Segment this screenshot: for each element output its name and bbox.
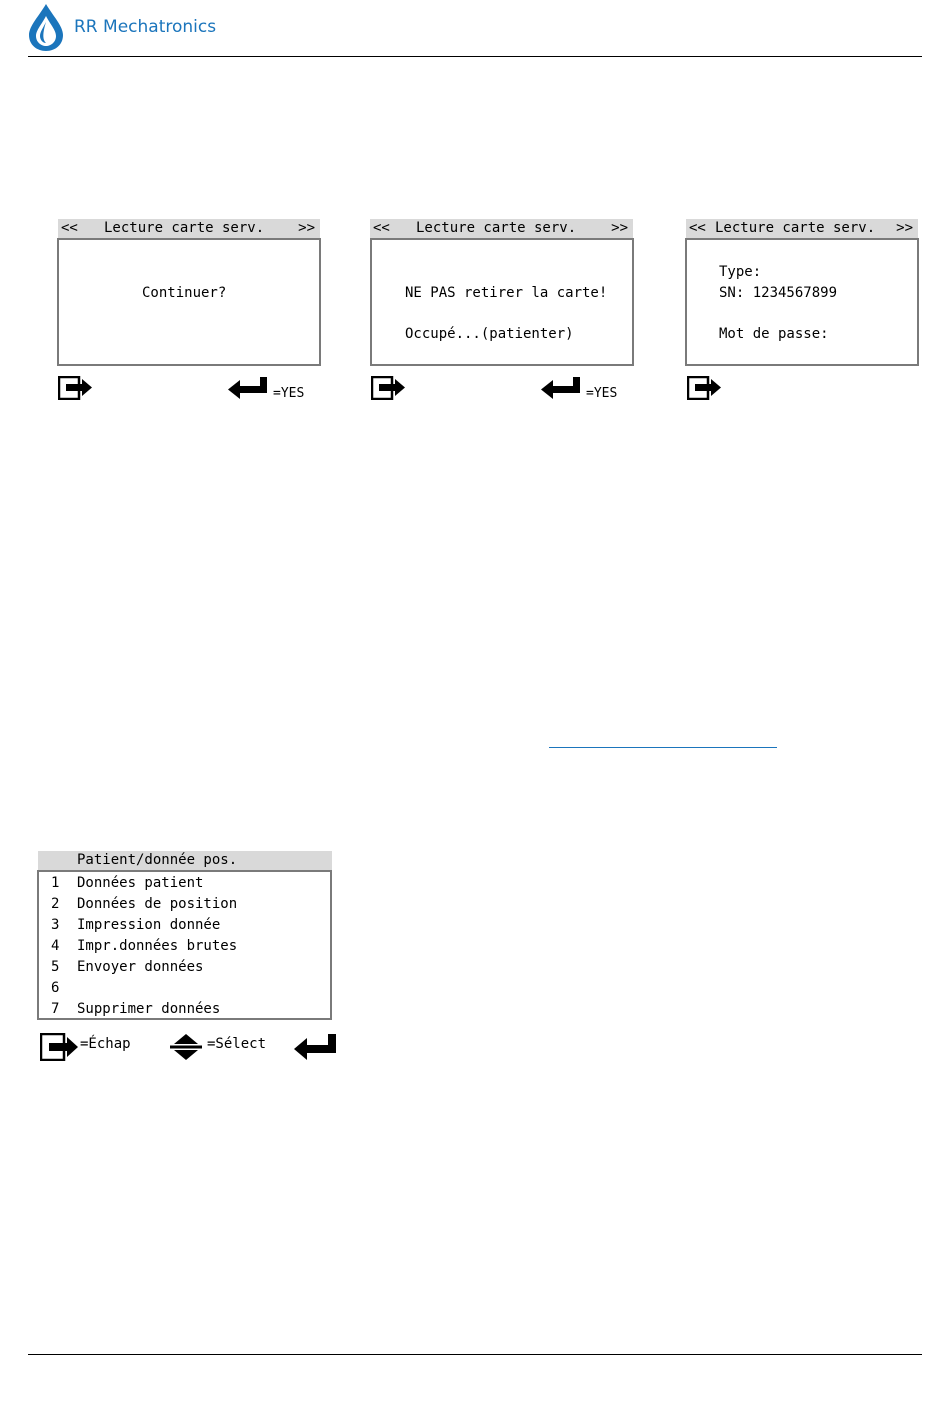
menu-body (37, 870, 332, 1020)
logo-drop-icon (26, 2, 66, 52)
menu-item-number: 2 (51, 896, 60, 912)
screen-body (685, 238, 919, 366)
serial-number: SN: 1234567899 (719, 285, 838, 301)
menu-item-label: Impression donnée (77, 917, 221, 933)
type-label: Type: (719, 264, 762, 280)
menu-item-delete-data[interactable] (51, 999, 220, 1020)
header-rule (28, 56, 922, 57)
menu-item-number: 5 (51, 959, 60, 975)
enter-key-icon[interactable] (292, 1033, 338, 1061)
menu-item-send-data[interactable] (51, 957, 203, 978)
menu-item-position-data[interactable] (51, 894, 237, 915)
menu-item-label: Supprimer données (77, 1001, 221, 1017)
warning-text: NE PAS retirer la carte! (405, 285, 608, 301)
menu-item-print-raw-data[interactable] (51, 936, 237, 957)
escape-key-icon[interactable] (687, 376, 723, 400)
menu-item-print-data[interactable] (51, 915, 220, 936)
screen-body (57, 238, 321, 366)
menu-title: Patient/donnée pos. (77, 852, 238, 868)
screen-title: Lecture carte serv. (104, 220, 265, 236)
enter-key-icon[interactable] (539, 376, 583, 400)
escape-key-icon[interactable] (371, 376, 407, 400)
select-label: =Sélect (207, 1036, 267, 1052)
nav-left-arrow[interactable]: << (61, 220, 78, 236)
menu-item-number: 6 (51, 980, 60, 996)
prompt-text: Continuer? (142, 285, 227, 301)
enter-yes-label: =YES (586, 386, 618, 401)
screen-title-bar (686, 219, 918, 238)
screen-title-bar (370, 219, 633, 238)
menu-item-label: Envoyer données (77, 959, 204, 975)
nav-right-arrow[interactable]: >> (896, 220, 913, 236)
up-down-arrows-icon[interactable] (166, 1033, 206, 1061)
hyperlink-underline[interactable] (549, 747, 777, 748)
menu-title-bar (38, 851, 332, 870)
escape-key-icon[interactable] (40, 1033, 80, 1061)
password-label: Mot de passe: (719, 326, 829, 342)
screen-title: Lecture carte serv. (715, 220, 876, 236)
enter-key-icon[interactable] (226, 376, 270, 400)
nav-right-arrow[interactable]: >> (611, 220, 628, 236)
menu-item-number: 4 (51, 938, 60, 954)
escape-key-icon[interactable] (58, 376, 94, 400)
menu-item-number: 7 (51, 1001, 60, 1017)
escape-label: =Échap (80, 1036, 131, 1052)
busy-text: Occupé...(patienter) (405, 326, 574, 342)
menu-item-patient-data[interactable] (51, 873, 203, 894)
screen-body (370, 238, 634, 366)
footer-rule (28, 1354, 922, 1355)
menu-item-label: Impr.données brutes (77, 938, 238, 954)
screen-title-bar (58, 219, 320, 238)
screen-title: Lecture carte serv. (416, 220, 577, 236)
menu-item-label: Données de position (77, 896, 238, 912)
nav-right-arrow[interactable]: >> (298, 220, 315, 236)
menu-item-number: 1 (51, 875, 60, 891)
menu-item-label: Données patient (77, 875, 204, 891)
nav-left-arrow[interactable]: << (689, 220, 706, 236)
brand-name: RR Mechatronics (74, 17, 217, 37)
enter-yes-label: =YES (273, 386, 305, 401)
menu-item-empty[interactable] (51, 978, 77, 999)
nav-left-arrow[interactable]: << (373, 220, 390, 236)
menu-item-number: 3 (51, 917, 60, 933)
